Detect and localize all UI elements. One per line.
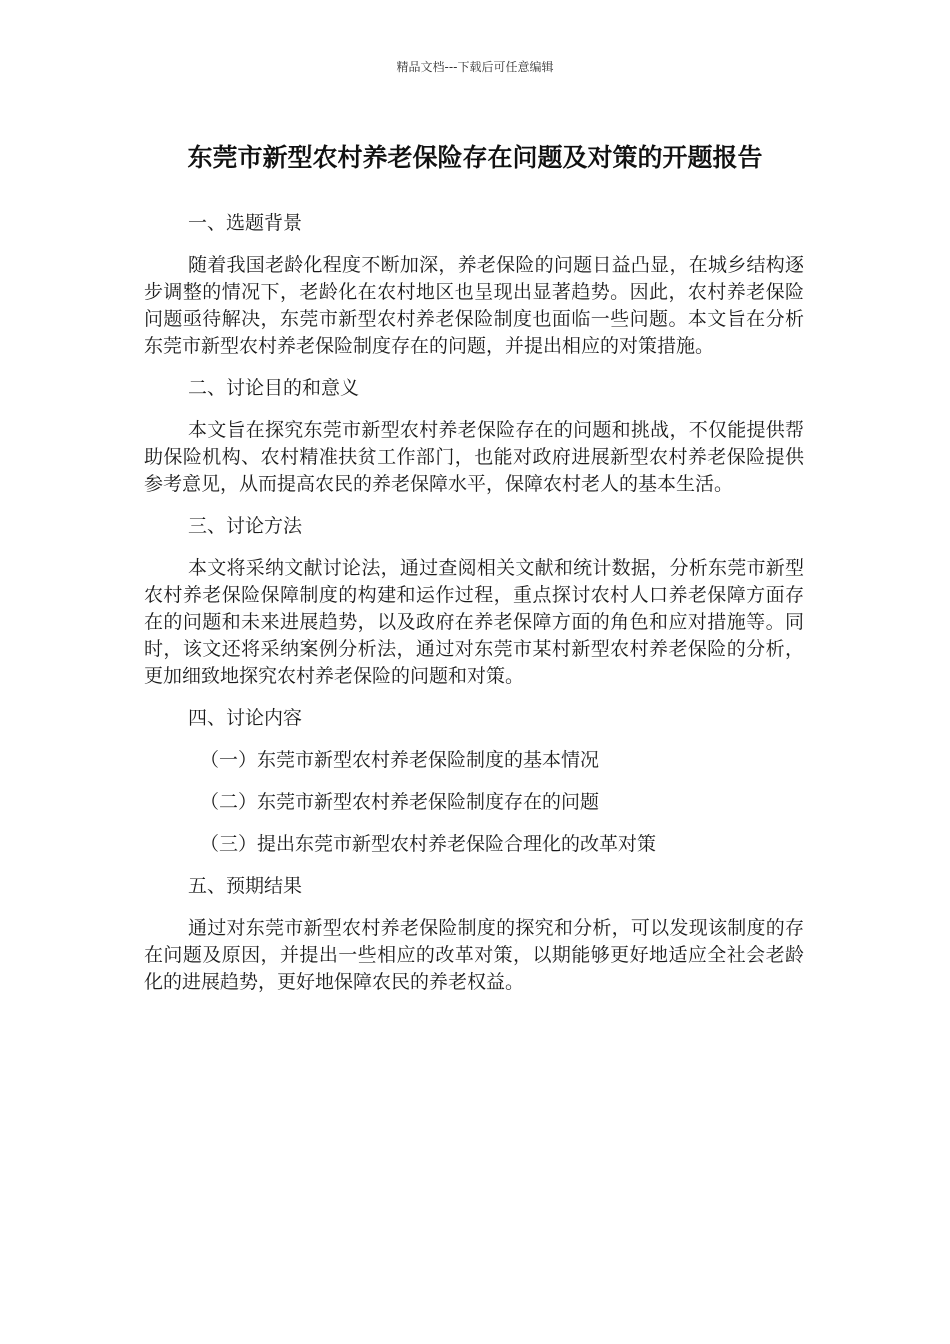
header-note: 精品文档---下载后可任意编辑 [396, 60, 554, 74]
document-title: 东莞市新型农村养老保险存在问题及对策的开题报告 [187, 143, 763, 172]
content-item: （一）东莞市新型农村养老保险制度的基本情况 [200, 749, 600, 771]
section-heading-content: 四、讨论内容 [188, 707, 303, 729]
section-heading-background: 一、选题背景 [188, 212, 303, 234]
section-paragraph-method: 本文将采纳文献讨论法，通过查阅相关文献和统计数据，分析东莞市新型农村养老保险保障制度的构建和运作过程，重点探讨农村人口养老保障方面存在的问题和未来进展趋势，以及政府在养老保障方面的角色和应对措施等。同时，该文还将采纳案例分析法，通过对东莞市某村新型农村养老保险的分析，更加细致地探究农村养老保险的问题和对策。 [144, 557, 804, 687]
section-heading-purpose: 二、讨论目的和意义 [188, 377, 360, 399]
section-heading-method: 三、讨论方法 [188, 515, 303, 537]
section-paragraph-expected: 通过对东莞市新型农村养老保险制度的探究和分析，可以发现该制度的存在问题及原因，并提出一些相应的改革对策，以期能够更好地适应全社会老龄化的进展趋势，更好地保障农民的养老权益。 [144, 917, 804, 993]
section-heading-expected: 五、预期结果 [188, 875, 303, 897]
section-paragraph-purpose: 本文旨在探究东莞市新型农村养老保险存在的问题和挑战，不仅能提供帮助保险机构、农村精准扶贫工作部门，也能对政府进展新型农村养老保险提供参考意见，从而提高农民的养老保障水平，保障农村老人的基本生活。 [144, 419, 804, 495]
section-paragraph-background: 随着我国老龄化程度不断加深，养老保险的问题日益凸显，在城乡结构逐步调整的情况下，老龄化在农村地区也呈现出显著趋势。因此，农村养老保险问题亟待解决，东莞市新型农村养老保险制度也面临一些问题。本文旨在分析东莞市新型农村养老保险制度存在的问题，并提出相应的对策措施。 [144, 254, 804, 357]
content-item: （三）提出东莞市新型农村养老保险合理化的改革对策 [200, 833, 657, 855]
content-item: （二）东莞市新型农村养老保险制度存在的问题 [200, 791, 600, 813]
document-body [144, 210, 804, 1011]
